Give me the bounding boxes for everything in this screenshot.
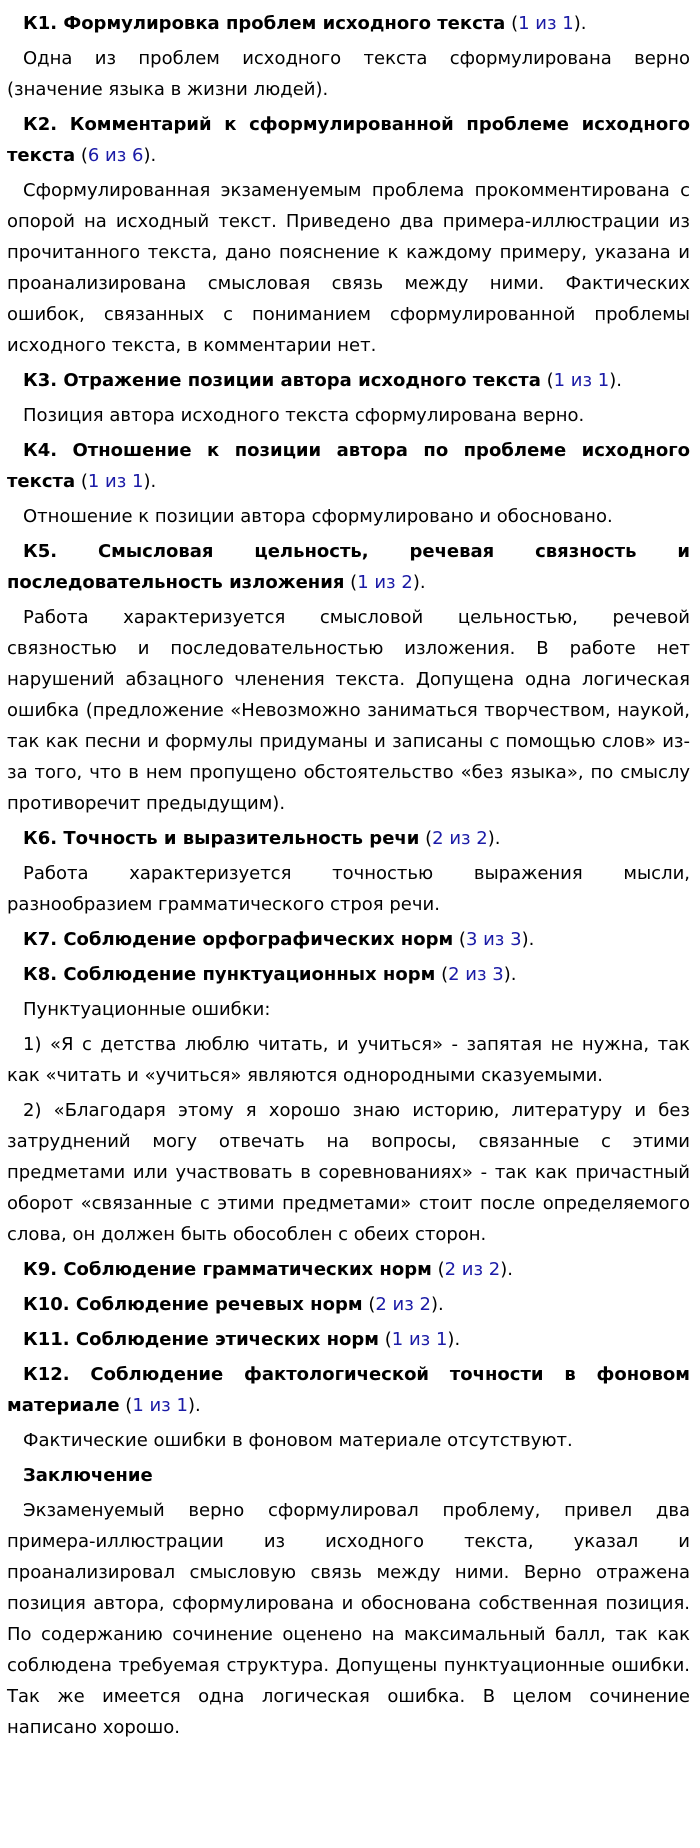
criterion-title: К8. Соблюдение пунктуационных норм — [23, 964, 436, 985]
criterion-heading-k1: К1. Формулировка проблем исходного текста (1 из 1). — [23, 13, 587, 34]
criterion-score: 1 из 1 — [132, 1395, 188, 1416]
criterion-comment: Пунктуационные ошибки: — [23, 999, 271, 1020]
criterion-score: 6 из 6 — [87, 145, 144, 166]
criterion-title: К1. Формулировка проблем исходного текста — [23, 13, 506, 34]
criterion-heading-k3: К3. Отражение позиции автора исходного текста (1 из 1). — [23, 370, 622, 391]
criterion-heading-k8: К8. Соблюдение пунктуационных норм (2 из 3). — [23, 964, 517, 985]
criterion-score: 2 из 3 — [448, 964, 504, 985]
criterion-comment: Сформулированная экзаменуемым проблема прокомментирована с опорой на исходный текст. Приведено два примера-иллюстрации из прочитанного текста, дано пояснение к каждому примеру, указана и проанализирована смысловая связь между ними. Фактических ошибок, связанных с пониманием сформулированной проблемы исходного текста, в комментарии нет. — [7, 180, 690, 356]
criterion-title: К4. Отношение к позиции автора по проблеме исходного текста — [7, 440, 690, 492]
criterion-comment: Работа характеризуется смысловой цельностью, речевой связностью и последовательностью изложения. В работе нет нарушений абзацного членения текста. Допущена одна логическая ошибка (предложение «Невозможно заниматься творчеством, наукой, так как песни и формулы придуманы и записаны с помощью слов» из-за того, что в нем пропущено обстоятельство «без языка», по смыслу противоречит предыдущим). — [7, 607, 690, 814]
error-item: 1) «Я с детства люблю читать, и учиться» - запятая не нужна, так как «читать и «учиться» являются однородными сказуемыми. — [7, 1034, 690, 1086]
criterion-title: К5. Смысловая цельность, речевая связность и последовательность изложения — [7, 541, 690, 593]
criterion-heading-k12: К12. Соблюдение фактологической точности в фоновом материале (1 из 1). — [7, 1364, 690, 1416]
criterion-comment: Одна из проблем исходного текста сформулирована верно (значение языка в жизни людей). — [7, 48, 690, 100]
criterion-heading-k2: К2. Комментарий к сформулированной проблеме исходного текста (6 из 6). — [7, 114, 690, 166]
criterion-score: 1 из 1 — [518, 13, 574, 34]
criterion-title: К3. Отражение позиции автора исходного текста — [23, 370, 541, 391]
criterion-comment: Работа характеризуется точностью выражения мысли, разнообразием грамматического строя речи. — [7, 863, 690, 915]
criterion-score: 1 из 1 — [87, 471, 144, 492]
criterion-title: К12. Соблюдение фактологической точности в фоновом материале — [7, 1364, 690, 1416]
criterion-heading-k6: К6. Точность и выразительность речи (2 из 2). — [23, 828, 501, 849]
criterion-comment: Фактические ошибки в фоновом материале отсутствуют. — [23, 1430, 573, 1451]
criterion-heading-k9: К9. Соблюдение грамматических норм (2 из 2). — [23, 1259, 513, 1280]
criterion-title: К2. Комментарий к сформулированной проблеме исходного текста — [7, 114, 690, 166]
criterion-score: 2 из 2 — [432, 828, 488, 849]
criterion-score: 2 из 2 — [444, 1259, 501, 1280]
criterion-score: 3 из 3 — [465, 929, 522, 950]
conclusion-title: Заключение — [23, 1465, 153, 1486]
criterion-score: 1 из 2 — [357, 572, 413, 593]
criterion-comment: Отношение к позиции автора сформулировано и обосновано. — [23, 506, 613, 527]
conclusion-text: Экзаменуемый верно сформулировал проблему, привел два примера-иллюстрации из исходного текста, указал и проанализировал смысловую связь между ними. Верно отражена позиция автора, сформулирована и обоснована собственная позиция. По содержанию сочинение оценено на максимальный балл, так как соблюдена требуемая структура. Допущены пунктуационные ошибки. Так же имеется одна логическая ошибка. В целом сочинение написано хорошо. — [7, 1500, 690, 1738]
criterion-heading-k11: К11. Соблюдение этических норм (1 из 1). — [23, 1329, 461, 1350]
criterion-heading-k7: К7. Соблюдение орфографических норм (3 из 3). — [23, 929, 535, 950]
conclusion-heading — [7, 1460, 690, 1491]
criterion-title: К10. Соблюдение речевых норм — [23, 1294, 363, 1315]
criterion-title: К6. Точность и выразительность речи — [23, 828, 420, 849]
criterion-score: 1 из 1 — [391, 1329, 448, 1350]
criterion-title: К7. Соблюдение орфографических норм — [23, 929, 454, 950]
criterion-title: К11. Соблюдение этических норм — [23, 1329, 380, 1350]
criterion-heading-k4: К4. Отношение к позиции автора по проблеме исходного текста (1 из 1). — [7, 440, 690, 492]
criterion-title: К9. Соблюдение грамматических норм — [23, 1259, 432, 1280]
criterion-heading-k5: К5. Смысловая цельность, речевая связность и последовательность изложения (1 из 2). — [7, 541, 690, 593]
criterion-score: 1 из 1 — [553, 370, 610, 391]
criterion-heading-k10: К10. Соблюдение речевых норм (2 из 2). — [23, 1294, 444, 1315]
criterion-score: 2 из 2 — [375, 1294, 431, 1315]
criterion-comment: Позиция автора исходного текста сформулирована верно. — [23, 405, 585, 426]
error-item: 2) «Благодаря этому я хорошо знаю историю, литературу и без затруднений могу отвечать на вопросы, связанные с этими предметами или участвовать в соревнованиях» - так как причастный оборот «связанные с этими предметами» стоит после определяемого слова, он должен быть обособлен с обеих сторон. — [7, 1100, 690, 1245]
